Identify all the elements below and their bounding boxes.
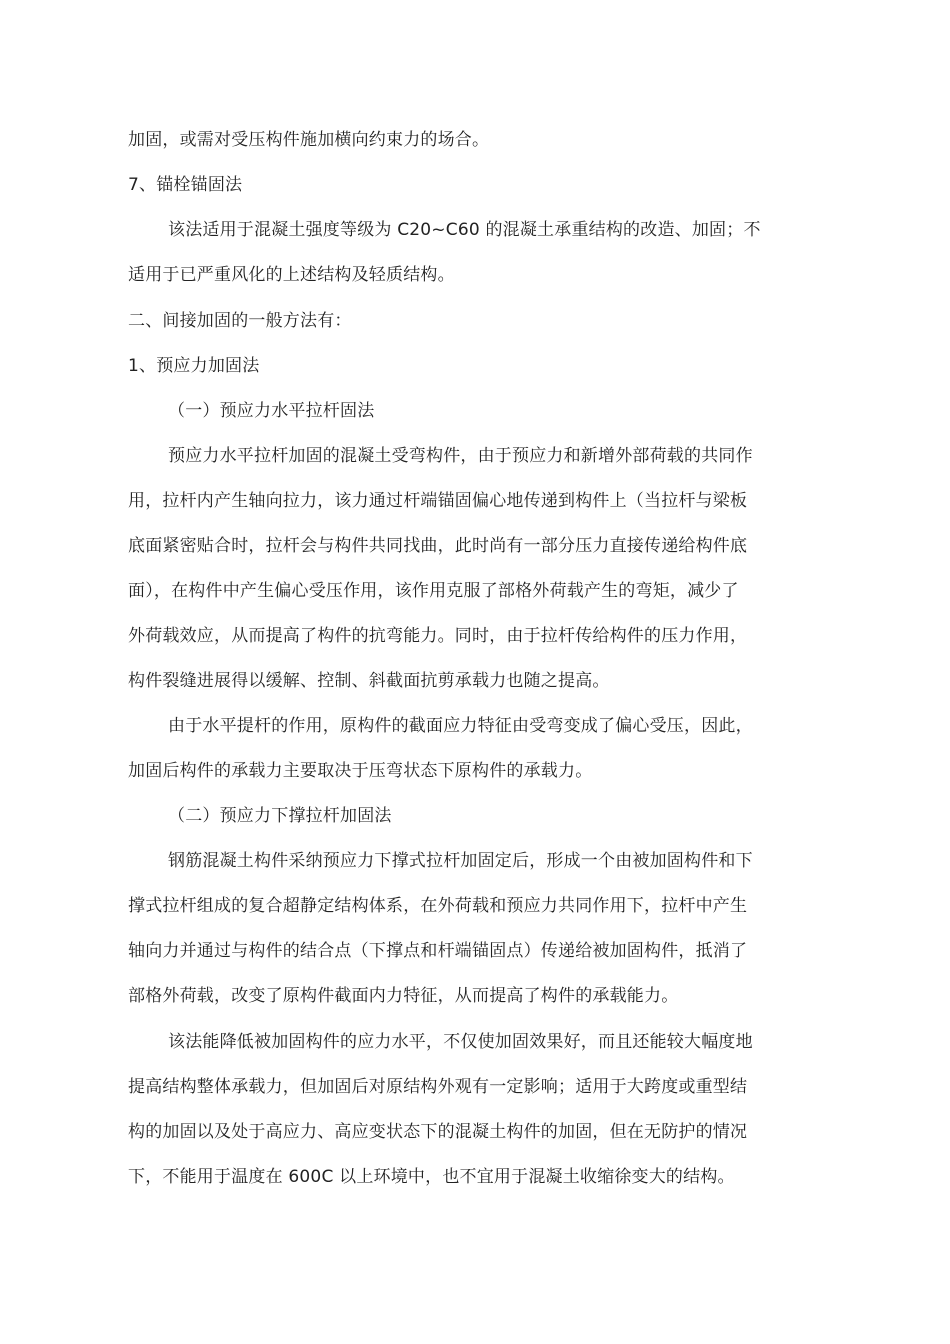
text-line: 构的加固以及处于高应力、高应变状态下的混凝土构件的加固，但在无防护的情况: [128, 1122, 748, 1142]
text-line: 外荷载效应，从而提高了构件的抗弯能力。同时，由于拉杆传给构件的压力作用，: [128, 626, 748, 646]
text-line: 由于水平提杆的作用，原构件的截面应力特征由受弯变成了偏心受压，因此，: [168, 716, 753, 736]
section-heading: 二、间接加固的一般方法有：: [128, 311, 352, 331]
text-line: 用，拉杆内产生轴向拉力，该力通过杆端锚固偏心地传递到构件上（当拉杆与梁板: [128, 491, 748, 511]
text-line: 构件裂缝进展得以缓解、控制、斜截面抗剪承载力也随之提高。: [128, 671, 610, 691]
section-heading: 7、锚栓锚固法: [128, 175, 243, 195]
text-line: 提高结构整体承载力，但加固后对原结构外观有一定影响；适用于大跨度或重型结: [128, 1077, 748, 1097]
text-line: 撑式拉杆组成的复合超静定结构体系，在外荷载和预应力共同作用下，拉杆中产生: [128, 896, 748, 916]
text-line: 预应力水平拉杆加固的混凝土受弯构件，由于预应力和新增外部荷载的共同作: [168, 446, 753, 466]
text-line: 下，不能用于温度在 600C 以上环境中，也不宜用于混凝土收缩徐变大的结构。: [128, 1167, 735, 1187]
section-heading: 1、预应力加固法: [128, 356, 260, 376]
text-line: 该法能降低被加固构件的应力水平，不仅使加固效果好，而且还能较大幅度地: [168, 1032, 753, 1052]
text-line: 部格外荷载，改变了原构件截面内力特征，从而提高了构件的承载能力。: [128, 986, 679, 1006]
subsection-heading: （一）预应力水平拉杆固法: [168, 401, 375, 421]
subsection-heading: （二）预应力下撑拉杆加固法: [168, 806, 392, 826]
text-line: 加固，或需对受压构件施加横向约束力的场合。: [128, 130, 490, 150]
text-line: 轴向力并通过与构件的结合点（下撑点和杆端锚固点）传递给被加固构件，抵消了: [128, 941, 748, 961]
text-line: 钢筋混凝土构件采纳预应力下撑式拉杆加固定后，形成一个由被加固构件和下: [168, 851, 753, 871]
text-line: 适用于已严重风化的上述结构及轻质结构。: [128, 265, 455, 285]
text-line: 该法适用于混凝土强度等级为 C20~C60 的混凝土承重结构的改造、加固；不: [168, 220, 761, 240]
text-line: 面），在构件中产生偏心受压作用，该作用克服了部格外荷载产生的弯矩，减少了: [128, 581, 739, 601]
text-line: 底面紧密贴合时，拉杆会与构件共同找曲，此时尚有一部分压力直接传递给构件底: [128, 536, 748, 556]
text-line: 加固后构件的承载力主要取决于压弯状态下原构件的承载力。: [128, 761, 593, 781]
